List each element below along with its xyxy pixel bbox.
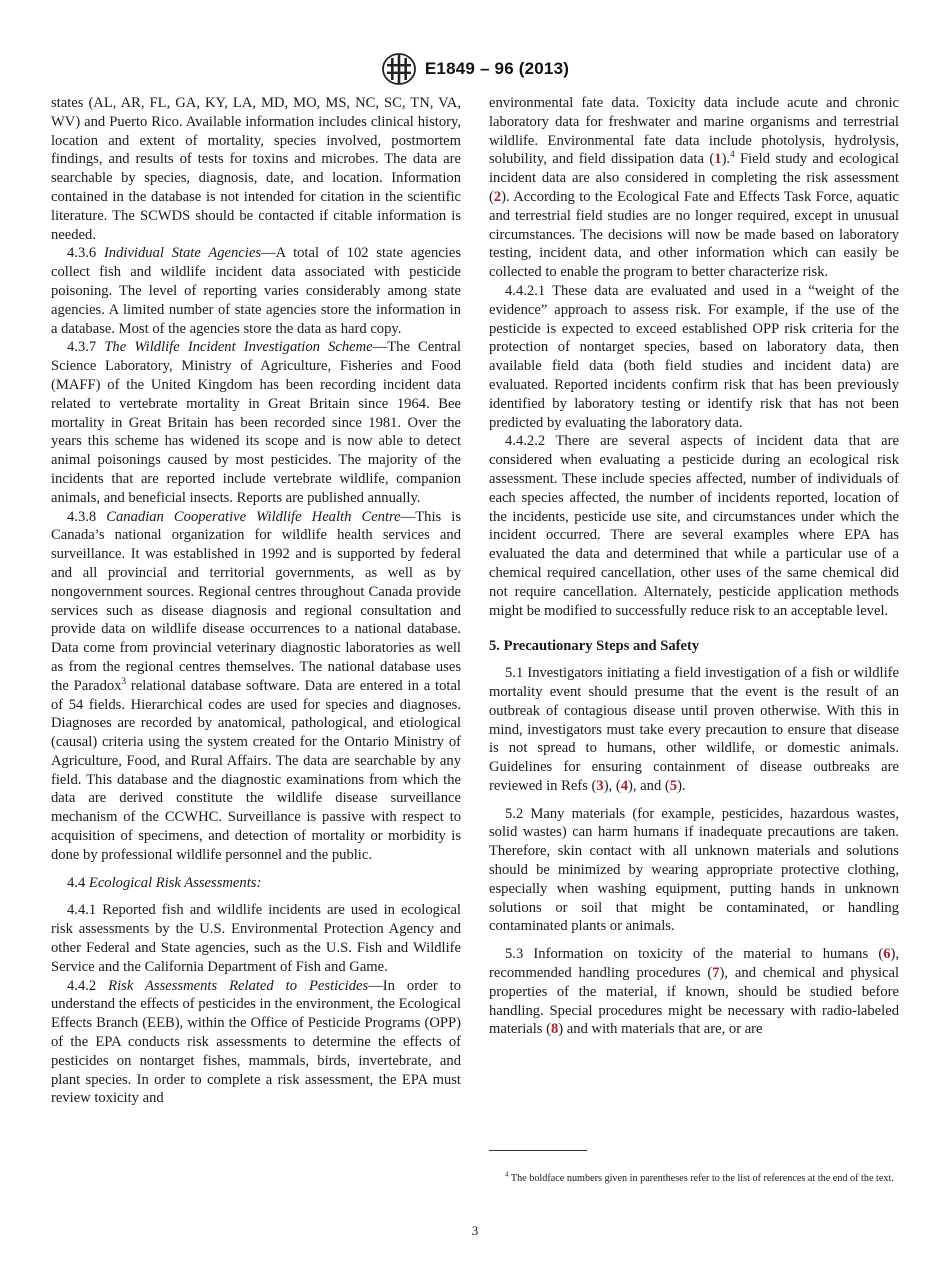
right-column	[489, 94, 899, 1039]
reference-link[interactable]: 4	[620, 777, 629, 794]
section-5-1: 5.1 Investigators initiating a field investigation of a fish or wildlife mortality event should presume that the event is the result of an outbreak of contagious disease until proven otherwise. With this in mind, investigators must take every precaution to ensure that disease is not spread to humans, other wildlife, or domestic animals. Guidelines for ensuring containment of disease outbreaks are reviewed in Refs (3), (4), and (5).	[489, 665, 899, 794]
section-4-4-1: 4.4.1 Reported fish and wildlife incidents are used in ecological risk assessments by the U.S. Environmental Protection Agency and other Federal and State agencies, such as the U.S. Fish and Wildlife Service and the California Department of Fish and Game.	[51, 902, 461, 975]
reference-link[interactable]: 7	[712, 965, 720, 982]
section-title: Individual State Agencies	[103, 245, 261, 262]
footnote-marker: 4	[505, 1170, 509, 1179]
section-title: Risk Assessments Related to Pesticides	[108, 977, 369, 994]
section-title: Ecological Risk Assessments:	[88, 874, 262, 891]
footnote: $^4$ The boldface numbers given in parentheses refer to the list of references at the end of the text.	[505, 1170, 894, 1185]
document-designation: E1849 – 96 (2013)	[424, 59, 570, 78]
reference-link[interactable]: 8	[551, 1021, 559, 1038]
page-header	[0, 52, 950, 86]
section-4-3-8: 4.3.8 Canadian Cooperative Wildlife Health Centre—This is Canada’s national organization for wildlife health services and surveillance. It was established in 1992 and is supported by federal and all provincial and territorial governments, as well as by nongovernment sources. Regional centres throughout Canada provide services such as disease diagnosis and regional consultation and provide data on wildlife disease occurrences to a national database. Data come from provincial veterinary diagnostic laboratories as well as from the regional centres themselves. The national database uses the Paradox$^3$ relational database software. Data are entered in a total of 54 fields. Hierarchical codes are used for species and diagnoses. Diagnoses are recorded by anatomical, pathological, and etiological (causal) criteria using the system created for the Ontario Ministry of Agriculture, Food, and Rural Affairs. The data are searchable by any field. This database and the diagnostic examinations from which the data are derived constitute the wildlife disease surveillance mechanism of the CCWHC. Surveillance is passive with respect to acquisition of specimens, and detection of mortality or morbidity is done by professional wildlife personnel and the public.	[51, 508, 461, 863]
section-title: Canadian Cooperative Wildlife Health Centre	[106, 508, 401, 525]
reference-link[interactable]: 1	[714, 151, 722, 168]
left-column	[51, 94, 461, 1108]
page-number: 3	[471, 1223, 479, 1238]
footnote-divider	[489, 1150, 587, 1151]
footnote-marker: 4	[730, 149, 735, 160]
section-5-2: 5.2 Many materials (for example, pesticides, hazardous wastes, solid wastes) can harm humans if inadequate precautions are taken. Therefore, skin contact with all unknown materials and solutions should be minimized by wearing appropriate protective clothing, especially when washing equipment, putting hands in unknown solutions or soil that might be contaminated, or handling contaminated plants or animals.	[489, 805, 899, 935]
reference-link[interactable]: 2	[493, 188, 502, 205]
reference-link[interactable]: 5	[669, 777, 678, 794]
section-5-heading: 5. Precautionary Steps and Safety	[489, 638, 700, 655]
section-5-3: 5.3 Information on toxicity of the material to humans (6), recommended handling procedures (7), and chemical and physical properties of the material, if known, should be studied before handling. Special procedures might be necessary with radio-labeled materials (8) and with materials that are, or are	[489, 946, 900, 1038]
section-4-4-2: 4.4.2 Risk Assessments Related to Pesticides—In order to understand the effects of pesticides in the environment, the Ecological Effects Branch (EEB), within the Office of Pesticide Programs (OPP) of the EPA conducts risk assessments to determine the effects of pesticides on nontarget fishes, mammals, birds, invertebrate, and plant species. In order to complete a risk assessment, the EPA must review toxicity and	[51, 977, 462, 1107]
reference-link[interactable]: 6	[883, 946, 891, 963]
reference-link[interactable]: 3	[596, 777, 604, 794]
section-4-4-2-2: 4.4.2.2 There are several aspects of incident data that are considered when evaluating a pesticide during an ecological risk assessment. These include species affected, number of individuals of each species affected, the number of incidents reported, location of the incidents, pesticide use site, and circumstances under which the incident occurred. There are several examples where EPA has evaluated the data and determined that while a particular use of a chemical required cancellation, other uses of the same chemical did not require cancellation. Alternately, pesticide application methods might be modified to successfully reduce risk to an acceptable level.	[489, 433, 899, 619]
section-4-3-6: 4.3.6 Individual State Agencies—A total of 102 state agencies collect fish and wildlife incident data associated with pesticide poisoning. The level of reporting varies considerably among state agencies. A limited number of state agencies store the information in a database. Most of the agencies store the data as hard copy.	[51, 245, 461, 337]
section-4-4-2-1: 4.4.2.1 These data are evaluated and used in a “weight of the evidence” approach to assess risk. For example, if the use of the pesticide is expected to exceed established OPP risk criteria for the protection of nontarget species, based on laboratory data, then available field data (both field studies and incident data) are evaluated. Reported incidents confirm risk that has been previously identified by laboratory testing or identify risk that has not been predicted by evaluating the laboratory data.	[489, 282, 899, 431]
paragraph-continued: environmental fate data. Toxicity data include acute and chronic laboratory data for freshwater and marine organisms and terrestrial wildlife. Environmental fate data include photolysis, hydrolysis, solubility, and field dissipation data (1).$^4$ Field study and ecological incident data are also considered in completing the risk assessment (2). According to the Ecological Fate and Effects Task Force, aquatic and terrestrial field studies are no longer required, except in unusual circumstances. The decisions will now be made based on laboratory testing, incident data, and other information which can easily be collected to enable the program to better characterize risk.	[489, 95, 899, 281]
footnote-marker: 3	[121, 675, 127, 686]
astm-logo-icon	[381, 52, 417, 86]
section-4-3-7: 4.3.7 The Wildlife Incident Investigation Scheme—The Central Science Laboratory, Ministry of Agriculture, Fisheries and Food (MAFF) of the United Kingdom has been recording incident data related to vertebrate mortality in Great Britain since 1964. Bee mortality in Great Britain has been recorded since 1981. Over the years this scheme has widened its scope and is now able to detect animal poisonings caused by most pesticides. The majority of the incidents that are reported include vertebrate wildlife, companion animals, and beneficial insects. Reports are published annually.	[51, 339, 461, 506]
section-title: The Wildlife Incident Investigation Scheme	[104, 339, 373, 356]
section-4-4: 4.4 Ecological Risk Assessments:	[67, 874, 262, 891]
paragraph-continued: states (AL, AR, FL, GA, KY, LA, MD, MO, MS, NC, SC, TN, VA, WV) and Puerto Rico. Available information includes clinical history, location and extent of mortality, species involved, postmortem findings, and results of tests for toxins and microbes. The data are searchable by species, diagnosis, date, and location. Information contained in the database is not intended for citation in the scientific literature. The SCWDS should be contacted if citable information is needed.	[51, 95, 461, 243]
